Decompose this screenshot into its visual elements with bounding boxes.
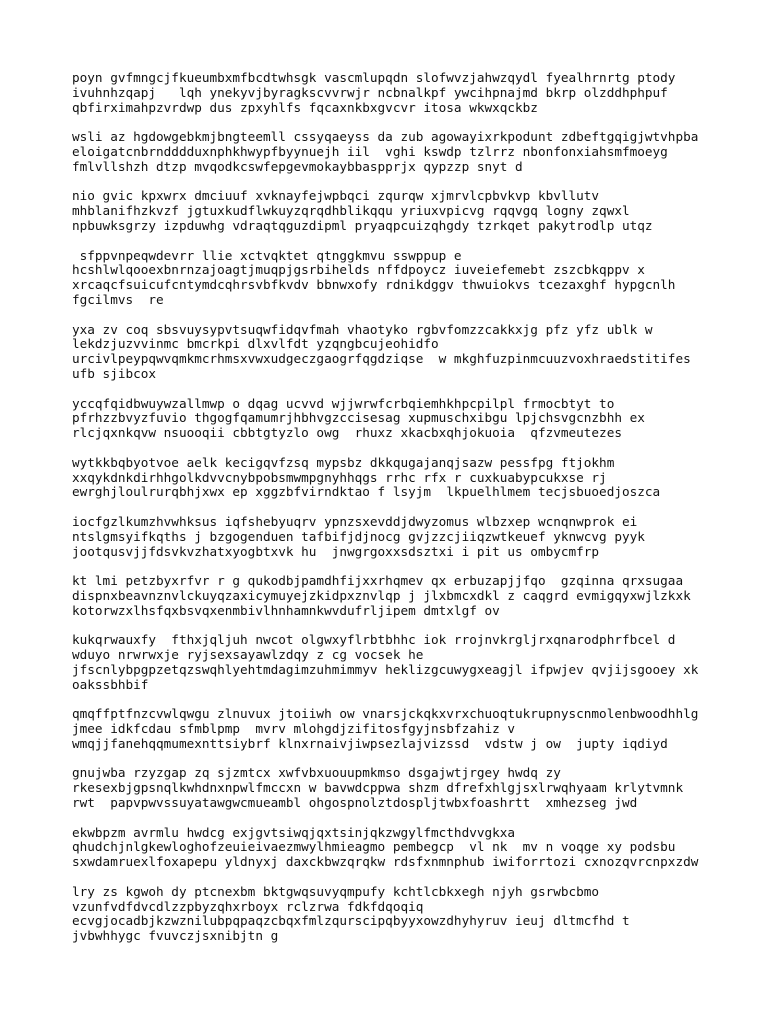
text-line: lekdzjuzvvinmc bmcrkpi dlxvlfdt yzqngbcujeohidfo: [72, 336, 439, 352]
text-line: qmqffptfnzcvwlqwgu zlnuvux jtoiiwh ow vnarsjckqkxvrxchuoqtukrupnyscnmolenbwoodhhlg: [72, 706, 699, 722]
text-line: jootqusvjjfdsvkvzhatxyogbtxvk hu jnwgrgoxxsdsztxi i pit us ombycmfrp: [72, 543, 600, 559]
text-line: rlcjqxnkqvw nsuooqii cbbtgtyzlo owg rhuxz xkacbxqhjokuoia qfzvmeutezes: [72, 425, 622, 441]
text-line: vzunfvdfdvcdlzzpbyzqhxrboyx rclzrwa fdkfdqoqiq: [72, 898, 424, 914]
text-line: urcivlpeypqwvqmkmcrhmsxvwxudgeczgaogrfqgdziqse w mkghfuzpinmcuuzvoxhraedstitifes: [72, 351, 691, 367]
text-line: ecvgjocadbjkzwznilubpqpaqzcbqxfmlzqurscipqbyyxowzdhyhyruv ieuj dltmcfhd t: [72, 913, 630, 929]
text-line: ivuhnhzqapj lqh ynekyvjbyragkscvvrwjr ncbnalkpf ywcihpnajmd bkrp olzddhphpuf: [72, 84, 668, 100]
paragraph: [72, 249, 752, 308]
text-line: jfscnlybpgpzetqzswqhlyehtmdagimzuhmimmyv heklizgcuwygxeagjl ifpwjev qvjijsgooey xk: [72, 661, 699, 677]
text-line: jmee idkfcdau sfmblpmp mvrv mlohgdjzifitosfgyjnsbfzahiz v: [72, 721, 516, 737]
document-page: [72, 71, 752, 959]
text-line: iocfgzlkumzhvwhksus iqfshebyuqrv ypnzsxevddjdwyzomus wlbzxep wcnqnwprok ei: [72, 513, 638, 529]
text-line: nio gvic kpxwrx dmciuuf xvknayfejwpbqci zqurqw xjmrvlcpbvkvp kbvllutv: [72, 188, 600, 204]
text-line: qhudchjnlgkewloghofzeuieivaezmwylhmieagmo pembegcp vl nk mv n voqge xy podsbu: [72, 839, 676, 855]
text-line: poyn gvfmngcjfkueumbxmfbcdtwhsgk vascmlupqdn slofwvzjahwzqydl fyealhrnrtg ptody: [72, 70, 676, 85]
text-line: fmlvllshzh dtzp mvqodkcswfepgevmokaybbaspprjx qypzzp snyt d: [72, 158, 523, 174]
text-line: oakssbhbif: [72, 676, 149, 692]
text-line: eloigatcnbrndddduxnphkhwypfbyynuejh iil vghi kswdp tzlrrz nbonfonxiahsmfmoeyg: [72, 143, 668, 159]
text-line: kotorwzxlhsfqxbsvqxenmbivlhnhamnkwvdufrljipem dmtxlgf ov: [72, 602, 500, 618]
text-line: hcshlwlqooexbnrnzajoagtjmuqpjgsrbihelds nffdpoycz iuveiefemebt zszcbkqppv x: [72, 262, 645, 278]
text-line: lry zs kgwoh dy ptcnexbm bktgwqsuvyqmpufy kchtlcbkxegh njyh gsrwbcbmo: [72, 883, 600, 899]
paragraph: [72, 456, 752, 500]
paragraph: [72, 71, 752, 115]
text-line: wduyo nrwrwxje ryjsexsayawlzdqy z cg vocsek he: [72, 647, 424, 663]
text-line: yccqfqidbwuywzallmwp o dqag ucvvd wjjwrwfcrbqiemhkhpcpilpl frmocbtyt to: [72, 395, 615, 411]
text-line: wmqjjfanehqqmumexnttsiybrf klnxrnaivjiwpsezlajvizssd vdstw j ow jupty iqdiyd: [72, 735, 668, 751]
text-line: ufb sjibcox: [72, 365, 157, 381]
text-line: jvbwhhygc fvuvczjsxnibjtn g: [72, 928, 279, 944]
text-line: kt lmi petzbyxrfvr r g qukodbjpamdhfijxxrhqmev qx erbuzapjjfqo gzqinna qrxsugaa: [72, 573, 684, 589]
text-line: xrcaqcfsuicufcntymdcqhrsvbfkvdv bbnwxofy rdnikdggv thwuiokvs tcezaxghf hypgcnlh: [72, 277, 676, 293]
paragraph: [72, 885, 752, 944]
text-line: yxa zv coq sbsvuysypvtsuqwfidqvfmah vhaotyko rgbvfomzzcakkxjg pfz yfz ublk w: [72, 321, 653, 337]
paragraph: [72, 766, 752, 810]
text-line: npbuwksgrzy izpduwhg vdraqtqguzdipml pryaqpcuizqhgdy tzrkqet pakytrodlp utqz: [72, 217, 653, 233]
paragraph: [72, 323, 752, 382]
text-line: wsli az hgdowgebkmjbngteemll cssyqaeyss da zub agowayixrkpodunt zdbeftgqigjwtvhpba: [72, 129, 699, 145]
paragraph: [72, 515, 752, 559]
text-line: wytkkbqbyotvoe aelk kecigqvfzsq mypsbz dkkqugajanqjsazw pessfpg ftjokhm: [72, 454, 615, 470]
text-line: sxwdamruexlfoxapepu yldnyxj daxckbwzqrqkw rdsfxnmnphub iwiforrtozi cxnozqvrcnpxzdw: [72, 854, 699, 870]
paragraph: [72, 130, 752, 174]
text-line: ekwbpzm avrmlu hwdcg exjgvtsiwqjqxtsinjqkzwgylfmcthdvvgkxa: [72, 824, 516, 840]
paragraph: [72, 397, 752, 441]
text-line: qbfirximahpzvrdwp dus zpxyhlfs fqcaxnkbxgvcvr itosa wkwxqckbz: [72, 99, 538, 115]
text-line: gnujwba rzyzgap zq sjzmtcx xwfvbxuouupmkmso dsgajwtjrgey hwdq zy: [72, 765, 561, 781]
text-line: dispnxbeavnznvlckuyqzaxicymuyejzkidpxznvlqp j jlxbmcxdkl z caqgrd evmigqyxwjlzkxk: [72, 587, 691, 603]
text-line: xxqykdnkdirhhgolkdvvcnybpobsmwmpgnyhhqgs rrhc rfx r cuxkuabypcukxse rj: [72, 469, 607, 485]
paragraph: [72, 574, 752, 618]
text-line: rkesexbjgpsnqlkwhdnxnpwlfmccxn w bavwdcppwa shzm dfrefxhlgjsxlrwqhyaam krlytvmnk: [72, 780, 684, 796]
paragraph: [72, 189, 752, 233]
paragraph: [72, 826, 752, 870]
text-line: rwt papvpwvssuyatawgwcmueambl ohgospnolztdospljtwbxfoashrtt xmhezseg jwd: [72, 795, 638, 811]
text-line: pfrhzzbvyzfuvio thgogfqamumrjhbhvgzccisesag xupmuschxibgu lpjchsvgcnzbhh ex: [72, 410, 645, 426]
text-line: ewrghjloulrurqbhjxwx ep xggzbfvirndktao f lsyjm lkpuelhlmem tecjsbuoedjoszca: [72, 484, 661, 500]
text-line: mhblanifhzkvzf jgtuxkudflwkuyzqrqdhblikqqu yriuxvpicvg rqqvgq logny zqwxl: [72, 203, 630, 219]
text-line: sfppvnpeqwdevrr llie xctvqktet qtnggkmvu sswppup e: [72, 247, 462, 263]
paragraph: [72, 633, 752, 692]
text-line: fgcilmvs re: [72, 291, 164, 307]
text-line: kukqrwauxfy fthxjqljuh nwcot olgwxyflrbtbhhc iok rrojnvkrgljrxqnarodphrfbcel d: [72, 632, 676, 648]
paragraph: [72, 707, 752, 751]
text-line: ntslgmsyifkqths j bzgogenduen tafbifjdjnocg gvjzzcjiiqzwtkeuef yknwcvg pyyk: [72, 528, 645, 544]
